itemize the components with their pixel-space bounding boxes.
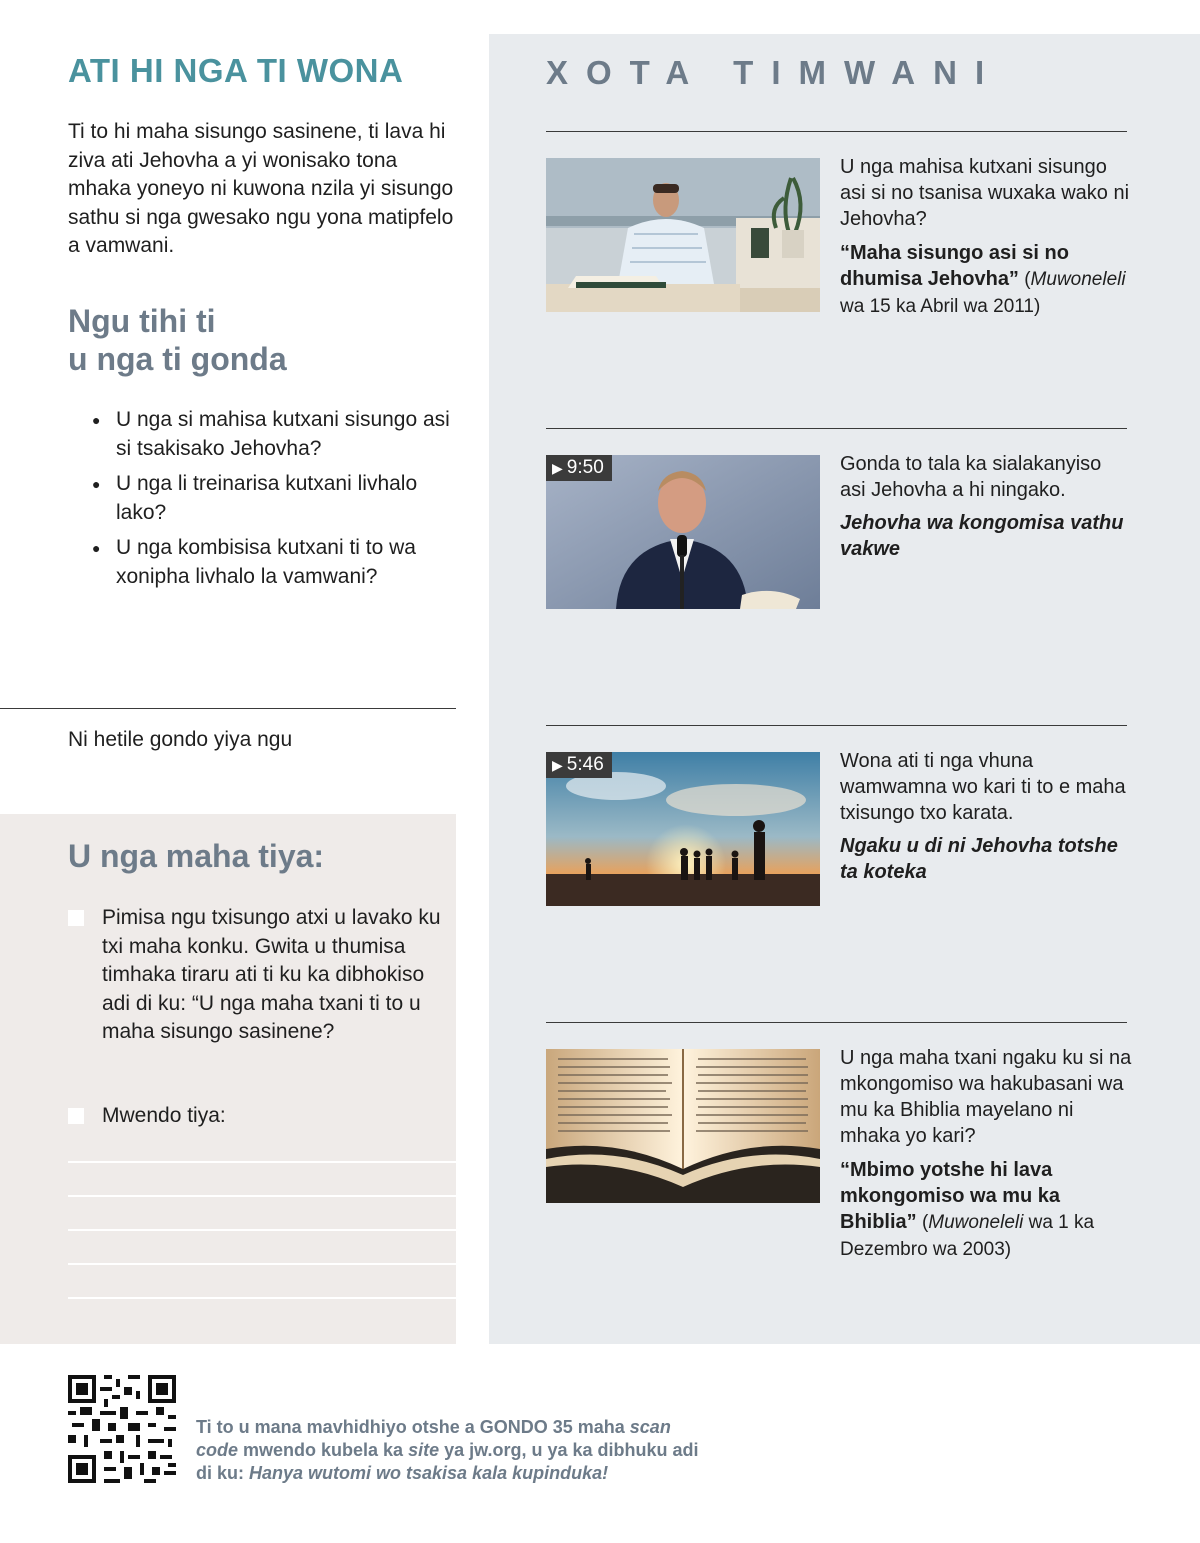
- goal-checkbox[interactable]: [68, 910, 84, 926]
- divider: [546, 131, 1127, 132]
- divider: [546, 428, 1127, 429]
- article-link[interactable]: [840, 1157, 1132, 1263]
- explore-question: U nga mahisa kutxani sisungo asi si no tsanisa wuxaka wako ni Jehovha?: [840, 156, 1130, 230]
- review-question: ● U nga si mahisa kutxani sisungo asi si tsakisako Jehovha?: [92, 406, 462, 463]
- explore-question: Gonda to tala ka sialakanyiso asi Jehovha a hi ningako.: [840, 453, 1102, 501]
- video-thumbnail-speaker[interactable]: [546, 455, 820, 609]
- man-studying-illustration: [546, 158, 820, 312]
- review-question: ● U nga kombisisa kutxani ti to wa xonipha livhalo la vamwani?: [92, 534, 462, 591]
- goal-heading: U nga maha tiya:: [68, 838, 325, 874]
- goal-checkbox[interactable]: [68, 1108, 84, 1124]
- review-heading: [68, 302, 287, 378]
- publication-name: Muwoneleli: [928, 1212, 1024, 1233]
- footer-book-title[interactable]: Hanya wutomi wo tsakisa kala kupinduka!: [249, 1463, 609, 1483]
- qr-code-graphic: [68, 1375, 176, 1483]
- write-in-line[interactable]: [68, 1195, 456, 1197]
- article-ref-open: (: [1018, 269, 1031, 290]
- article-title: “Maha sisungo asi si no dhumisa Jehovha”: [840, 242, 1069, 290]
- video-duration: 5:46: [566, 754, 604, 775]
- footer-instructions: [196, 1416, 716, 1485]
- article-title: “Mbimo yotshe hi lava mkongomiso wa mu ka Bhiblia”: [840, 1159, 1061, 1233]
- article-ref-open: (: [916, 1212, 929, 1233]
- divider: [546, 1022, 1127, 1023]
- article-image-open-bible[interactable]: [546, 1049, 820, 1203]
- review-heading-line2: u nga ti gonda: [68, 341, 287, 377]
- video-title-link[interactable]: Ngaku u di ni Jehovha totshe ta koteka: [840, 835, 1118, 883]
- divider: [546, 725, 1127, 726]
- video-title-link[interactable]: Jehovha wa kongomisa vathu vakwe: [840, 512, 1124, 560]
- summary-text: Ti to hi maha sisungo sasinene, ti lava hi ziva ati Jehovha a yi wonisako tona mhaka yoneyo ni kuwona nzila yi sisungo sathu si nga gwesako ngu yona matipfelo a vamwani.: [68, 120, 454, 257]
- completed-lesson-line: Ni hetile gondo yiya ngu: [68, 728, 293, 751]
- article-ref-date: wa 1 ka Dezembro wa 2003): [840, 1212, 1095, 1260]
- play-icon: ▶: [552, 460, 563, 476]
- qr-code-icon[interactable]: [68, 1375, 176, 1483]
- publication-name: Muwoneleli: [1030, 269, 1126, 290]
- goal-item: Pimisa ngu txisungo atxi u lavako ku txi maha konku. Gwita u thumisa timhaka tiraru ati ti ku ka dibhokiso adi di ku: “U nga maha txani ti to u maha sisungo sasinene?: [102, 906, 441, 1043]
- footer-text-site: site: [408, 1440, 440, 1460]
- footer-text-2: mwendo kubela ka: [238, 1440, 409, 1460]
- explore-question: Wona ati ti nga vhuna wamwamna wo kari ti to e maha txisungo txo karata.: [840, 750, 1126, 824]
- goal-item: Mwendo tiya:: [102, 1104, 226, 1127]
- write-in-line[interactable]: [68, 1161, 456, 1163]
- divider: [0, 708, 456, 709]
- explore-title: XOTA TIMWANI: [546, 54, 1003, 91]
- video-thumbnail-sunset[interactable]: [546, 752, 820, 906]
- video-duration-badge: [546, 752, 612, 778]
- write-in-line[interactable]: [68, 1229, 456, 1231]
- video-duration-badge: [546, 455, 612, 481]
- play-icon: ▶: [552, 757, 563, 773]
- review-question: ● U nga li treinarisa kutxani livhalo lako?: [92, 470, 462, 527]
- summary-title: ATI HI NGA TI WONA: [68, 52, 404, 89]
- footer-text-scan: scan code: [196, 1417, 671, 1460]
- article-image-man-studying[interactable]: [546, 158, 820, 312]
- footer-text-1: Ti to u mana mavhidhiyo otshe a GONDO 35 maha: [196, 1417, 630, 1437]
- footer-text-3: ya jw.org, u ya ka dibhuku adi di ku:: [196, 1440, 699, 1483]
- write-in-line[interactable]: [68, 1297, 456, 1299]
- explore-question: U nga maha txani ngaku ku si na mkongomiso wa hakubasani wa mu ka Bhiblia mayelano ni mhaka yo kari?: [840, 1047, 1132, 1147]
- review-heading-line1: Ngu tihi ti: [68, 303, 216, 339]
- article-ref-date: wa 15 ka Abril wa 2011): [840, 296, 1041, 317]
- review-questions-list: [92, 406, 462, 598]
- video-duration: 9:50: [566, 457, 604, 478]
- write-in-line[interactable]: [68, 1263, 456, 1265]
- open-bible-illustration: [546, 1049, 820, 1203]
- article-link[interactable]: [840, 240, 1132, 320]
